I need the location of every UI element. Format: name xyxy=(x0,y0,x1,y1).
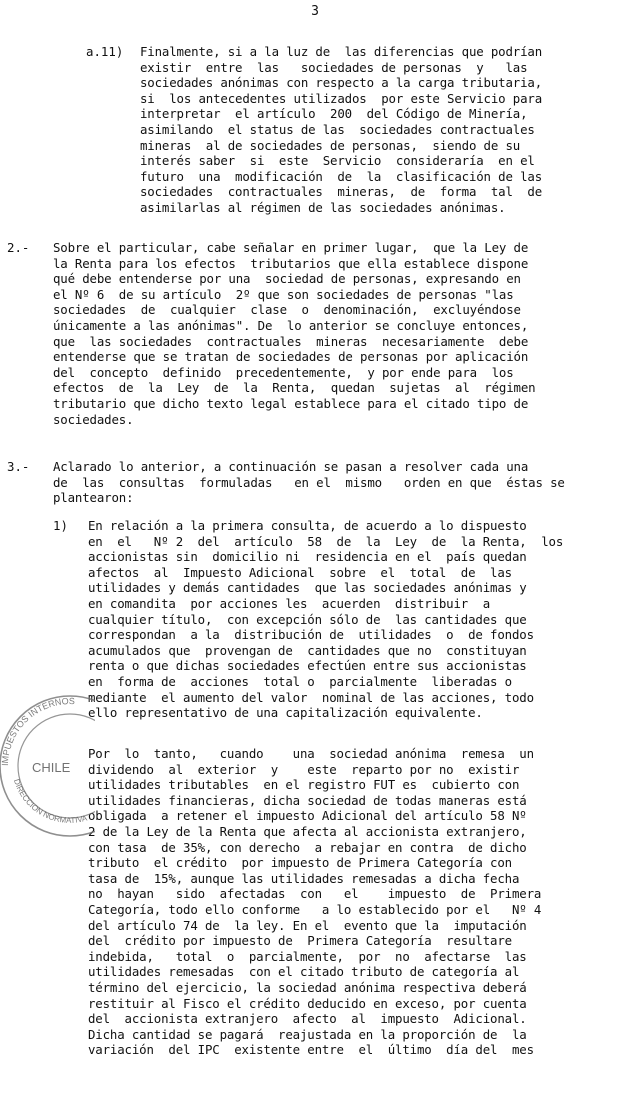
text-line: asimilando el status de las sociedades contractuales xyxy=(140,121,535,137)
item-a11-body xyxy=(140,44,542,216)
text-line: sociedades de cualquier clase o denominación, excluyéndose xyxy=(53,302,521,318)
item-2-body xyxy=(53,240,535,427)
text-line: mediante el aumento del valor nominal de las acciones, todo xyxy=(88,689,534,705)
seal-text-bottom: DIRECCION NORMATIVA xyxy=(12,777,89,825)
text-line: tasa de 15%, aunque las utilidades remesadas a dicha fecha xyxy=(88,870,520,886)
text-line: de las consultas formuladas en el mismo orden en que éstas se xyxy=(53,474,565,490)
text-line: indebida, total o parcialmente, por no afectarse las xyxy=(88,948,527,964)
text-line: Dicha cantidad se pagará reajustada en la proporción de la xyxy=(88,1026,527,1042)
text-line: restituir al Fisco el crédito deducido en exceso, por cuenta xyxy=(88,995,527,1011)
text-line: dividendo al exterior y este reparto por no existir xyxy=(88,761,520,777)
text-line: interés saber si este Servicio consideraría en el xyxy=(140,153,535,169)
official-seal-stamp xyxy=(0,688,95,838)
text-line: Sobre el particular, cabe señalar en primer lugar, que la Ley de xyxy=(53,240,529,255)
text-line: que las sociedades contractuales mineras necesariamente debe xyxy=(53,333,529,349)
text-line: plantearon: xyxy=(53,490,134,506)
text-line: futuro una modificación de la clasificación de las xyxy=(140,168,543,184)
text-line: Categoría, todo ello conforme a lo establecido por el Nº 4 xyxy=(88,901,542,917)
text-line: Finalmente, si a la luz de las diferencias que podrían xyxy=(140,44,543,59)
text-line: el Nº 6 de su artículo 2º que son sociedades de personas "las xyxy=(53,286,514,302)
text-line: no hayan sido afectadas con el impuesto de Primera xyxy=(88,886,542,902)
text-line: la Renta para los efectos tributarios que ella establece dispone xyxy=(53,255,529,271)
text-line: accionistas sin domicilio ni residencia en el país quedan xyxy=(88,549,527,565)
text-line: del accionista extranjero afecto al impuesto Adicional. xyxy=(88,1011,527,1027)
text-line: asimilarlas al régimen de las sociedades anónimas. xyxy=(140,199,506,215)
item-3-body xyxy=(53,459,565,506)
text-line: acumulados que provengan de cantidades que no constituyan xyxy=(88,642,527,658)
text-line: en comandita por acciones les acuerden distribuir a xyxy=(88,595,491,611)
text-line: en forma de acciones total o parcialmente liberadas o xyxy=(88,673,512,689)
text-line: entenderse que se tratan de sociedades de personas por aplicación xyxy=(53,349,529,365)
svg-text:IMPUESTOS INTERNOS xyxy=(0,696,75,766)
text-line: Aclarado lo anterior, a continuación se pasan a resolver cada una xyxy=(53,459,529,474)
item-3-1-label: 1) xyxy=(53,518,68,533)
text-line: únicamente a las anónimas". De lo anterior se concluye entonces, xyxy=(53,317,529,333)
text-line: qué debe entenderse por una sociedad de personas, expresando en xyxy=(53,271,521,287)
text-line: utilidades tributables en el registro FUT es cubierto con xyxy=(88,777,520,793)
seal-text-center: CHILE xyxy=(32,760,71,775)
text-line: cualquier título, con excepción sólo de las cantidades que xyxy=(88,611,527,627)
text-line: tributo el crédito por impuesto de Primera Categoría con xyxy=(88,855,512,871)
item-a11-label: a.11) xyxy=(86,44,124,59)
text-line: tributario que dicho texto legal establece para el citado tipo de xyxy=(53,395,529,411)
page-number: 3 xyxy=(311,4,319,19)
item-2-label: 2.- xyxy=(7,240,30,255)
text-line: correspondan a la distribución de utilidades o de fondos xyxy=(88,627,534,643)
text-line: afectos al Impuesto Adicional sobre el total de las xyxy=(88,564,512,580)
text-line: término del ejercicio, la sociedad anónima respectiva deberá xyxy=(88,979,527,995)
text-line: obligada a retener el impuesto Adicional del artículo 58 Nº xyxy=(88,808,527,824)
text-line: utilidades y demás cantidades que las sociedades anónimas y xyxy=(88,580,527,596)
text-line: si los antecedentes utilizados por este Servicio para xyxy=(140,90,543,106)
text-line: existir entre las sociedades de personas y las xyxy=(140,59,528,75)
text-line: efectos de la Ley de la Renta, quedan sujetas al régimen xyxy=(53,380,536,396)
text-line: variación del IPC existente entre el último día del mes xyxy=(88,1042,534,1058)
paragraph-por-lo-tanto xyxy=(88,746,541,1058)
text-line: utilidades remesadas con el citado tributo de categoría al xyxy=(88,964,520,980)
text-line: Por lo tanto, cuando una sociedad anónima remesa un xyxy=(88,746,534,761)
text-line: en el Nº 2 del artículo 58 de la Ley de la Renta, los xyxy=(88,533,564,549)
text-line: sociedades. xyxy=(53,411,134,427)
text-line: sociedades contractuales mineras, de forma tal de xyxy=(140,184,543,200)
text-line: utilidades financieras, dicha sociedad de todas maneras está xyxy=(88,792,527,808)
text-line: En relación a la primera consulta, de acuerdo a lo dispuesto xyxy=(88,518,527,533)
text-line: del artículo 74 de la ley. En el evento que la imputación xyxy=(88,917,527,933)
text-line: del crédito por impuesto de Primera Categoría resultare xyxy=(88,933,512,949)
text-line: sociedades anónimas con respecto a la carga tributaria, xyxy=(140,75,543,91)
text-line: mineras al de sociedades de personas, siendo de su xyxy=(140,137,521,153)
text-line: del concepto definido precedentemente, y por ende para los xyxy=(53,364,514,380)
item-3-label: 3.- xyxy=(7,459,30,474)
text-line: renta o que dichas sociedades efectúen entre sus accionistas xyxy=(88,658,527,674)
text-line: 2 de la Ley de la Renta que afecta al accionista extranjero, xyxy=(88,823,527,839)
seal-text-top: IMPUESTOS INTERNOS xyxy=(0,695,75,767)
item-3-1-body xyxy=(88,518,563,721)
text-line: interpretar el artículo 200 del Código de Minería, xyxy=(140,106,528,122)
text-line: con tasa de 35%, con derecho a rebajar en contra de dicho xyxy=(88,839,527,855)
text-line: ello representativo de una capitalización equivalente. xyxy=(88,705,483,721)
